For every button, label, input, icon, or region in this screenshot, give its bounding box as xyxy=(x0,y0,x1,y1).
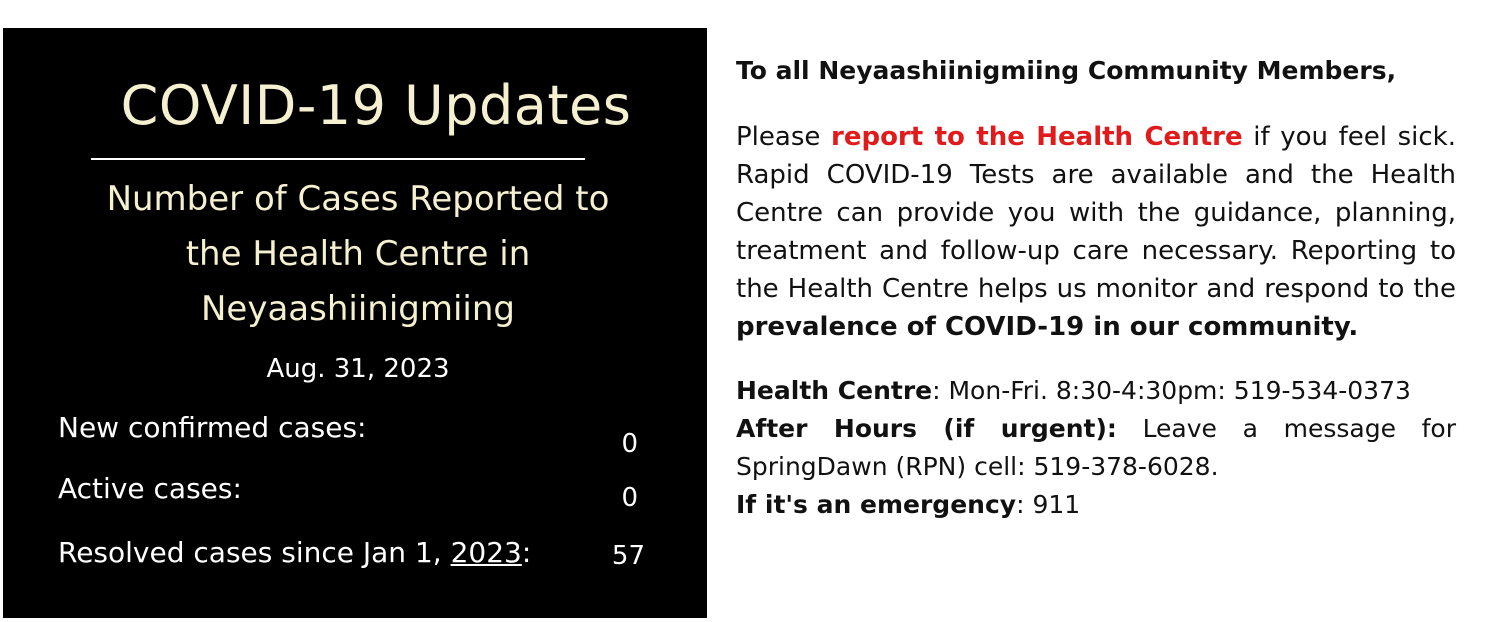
report-date: Aug. 31, 2023 xyxy=(266,354,450,384)
resolved-label-prefix: Resolved cases since Jan 1, xyxy=(58,536,451,569)
health-centre-text: : Mon-Fri. 8:30-4:30pm: 519-534-0373 xyxy=(932,376,1411,405)
after-hours-info xyxy=(736,410,1456,486)
prevalence-highlight: prevalence of COVID-19 in our community. xyxy=(736,312,1359,342)
title-divider xyxy=(91,158,585,160)
emergency-text: : 911 xyxy=(1016,490,1081,519)
resolved-label-year: 2023 xyxy=(450,536,522,569)
greeting: To all Neyaashiinigmiing Community Members, xyxy=(736,56,1397,85)
resolved-cases-value: 57 xyxy=(611,541,645,571)
emergency-label: If it's an emergency xyxy=(736,490,1017,519)
new-cases-label: New confirmed cases: xyxy=(58,411,367,444)
active-cases-label: Active cases: xyxy=(58,472,242,505)
notice-paragraph xyxy=(736,118,1456,346)
subtitle-line-3: Neyaashiinigmiing xyxy=(200,289,516,329)
subtitle-line-2: the Health Centre in xyxy=(185,234,531,274)
after-hours-text: Leave a message for SpringDawn (RPN) cell: 519-378-6028. xyxy=(736,414,1457,481)
panel-title: COVID-19 Updates xyxy=(120,74,632,137)
community-notice xyxy=(736,52,1456,524)
emergency-info xyxy=(736,486,1456,524)
health-centre-hours xyxy=(736,372,1456,410)
panel-subtitle xyxy=(3,172,713,337)
health-centre-label: Health Centre xyxy=(736,376,933,405)
new-cases-value: 0 xyxy=(621,429,638,459)
resolved-label-suffix: : xyxy=(521,536,532,569)
paragraph-body: if you feel sick. Rapid COVID-19 Tests are available and the Health Centre can provide you with the guidance, planning, treatment and follow-up care necessary. Reporting to the Health Centre helps us monitor and respond to the xyxy=(736,122,1456,304)
covid-updates-panel xyxy=(3,28,707,618)
active-cases-value: 0 xyxy=(621,483,638,513)
resolved-cases-label xyxy=(58,536,531,570)
report-highlight: report to the Health Centre xyxy=(831,122,1243,152)
paragraph-intro: Please xyxy=(736,122,831,152)
subtitle-line-1: Number of Cases Reported to xyxy=(106,179,610,219)
after-hours-label: After Hours (if urgent): xyxy=(736,414,1117,443)
